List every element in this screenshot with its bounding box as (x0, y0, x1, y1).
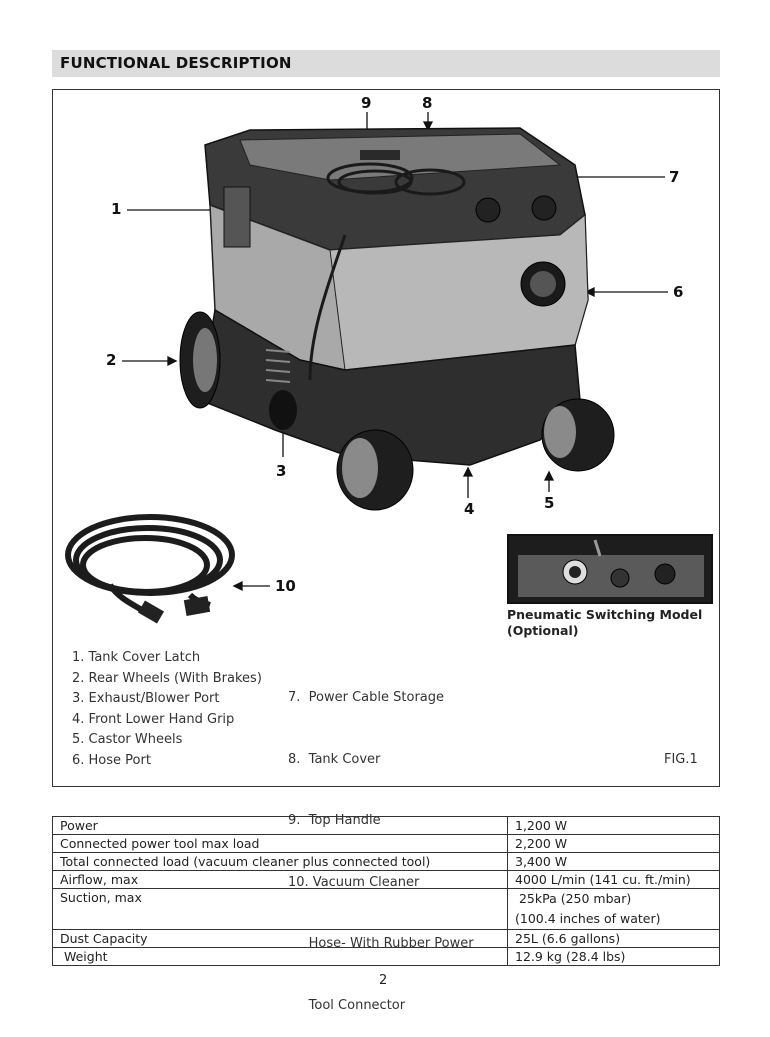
table-row (53, 889, 720, 930)
legend-item: 2. Rear Wheels (With Brakes) (72, 670, 262, 686)
spec-value: 1,200 W (508, 817, 720, 835)
table-row (53, 853, 720, 871)
page-number: 2 (379, 973, 388, 988)
table-row (53, 930, 720, 948)
inset-caption (507, 607, 717, 639)
spec-name: Connected power tool max load (53, 835, 508, 853)
spec-table (52, 816, 720, 966)
inset-photo (508, 535, 712, 603)
spec-value: 3,400 W (508, 853, 720, 871)
table-row (53, 871, 720, 889)
table-row (53, 817, 720, 835)
section-title: FUNCTIONAL DESCRIPTION (60, 54, 292, 72)
spec-name: Weight (53, 948, 508, 966)
callout-4: 4 (464, 500, 475, 518)
spec-name: Total connected load (vacuum cleaner plus connected tool) (53, 853, 508, 871)
callout-2: 2 (106, 351, 117, 369)
legend-item: 6. Hose Port (72, 752, 151, 768)
legend-item: Hose- With Rubber Power (288, 936, 474, 951)
legend-item: 9. Top Handle (288, 813, 381, 828)
legend-item: Tool Connector (288, 997, 406, 1013)
spec-name: Airflow, max (53, 871, 508, 889)
callout-10: 10 (275, 577, 296, 595)
spec-value-line-1: 25kPa (250 mbar) (515, 891, 632, 906)
spec-name: Power (53, 817, 508, 835)
legend-left (72, 648, 262, 771)
legend-item: 8. Tank Cover (288, 751, 381, 767)
legend-item: 3. Exhaust/Blower Port (72, 691, 220, 706)
callout-8: 8 (422, 94, 433, 112)
inset-caption-line-2: (Optional) (507, 623, 579, 638)
spec-name: Dust Capacity (53, 930, 508, 948)
legend-item: 5. Castor Wheels (72, 732, 183, 747)
spec-name: Suction, max (53, 889, 508, 930)
spec-value: 12.9 kg (28.4 lbs) (508, 948, 720, 966)
callout-6: 6 (673, 283, 684, 301)
callout-1: 1 (111, 200, 122, 218)
spec-value-line-2: (100.4 inches of water) (515, 911, 661, 926)
figure-label: FIG.1 (664, 752, 698, 767)
legend-item: 7. Power Cable Storage (288, 690, 445, 705)
callout-7: 7 (669, 168, 680, 186)
callout-5: 5 (544, 494, 555, 512)
spec-value: 25L (6.6 gallons) (508, 930, 720, 948)
legend-item: 10. Vacuum Cleaner (288, 874, 420, 890)
table-row (53, 948, 720, 966)
legend-item: 1. Tank Cover Latch (72, 650, 201, 665)
callout-9: 9 (361, 94, 372, 112)
spec-value: 4000 L/min (141 cu. ft./min) (508, 871, 720, 889)
callout-3: 3 (276, 462, 287, 480)
spec-value (508, 889, 720, 930)
spec-value: 2,200 W (508, 835, 720, 853)
table-row (53, 835, 720, 853)
legend-item: 4. Front Lower Hand Grip (72, 711, 235, 727)
inset-caption-line-1: Pneumatic Switching Model (507, 607, 703, 622)
